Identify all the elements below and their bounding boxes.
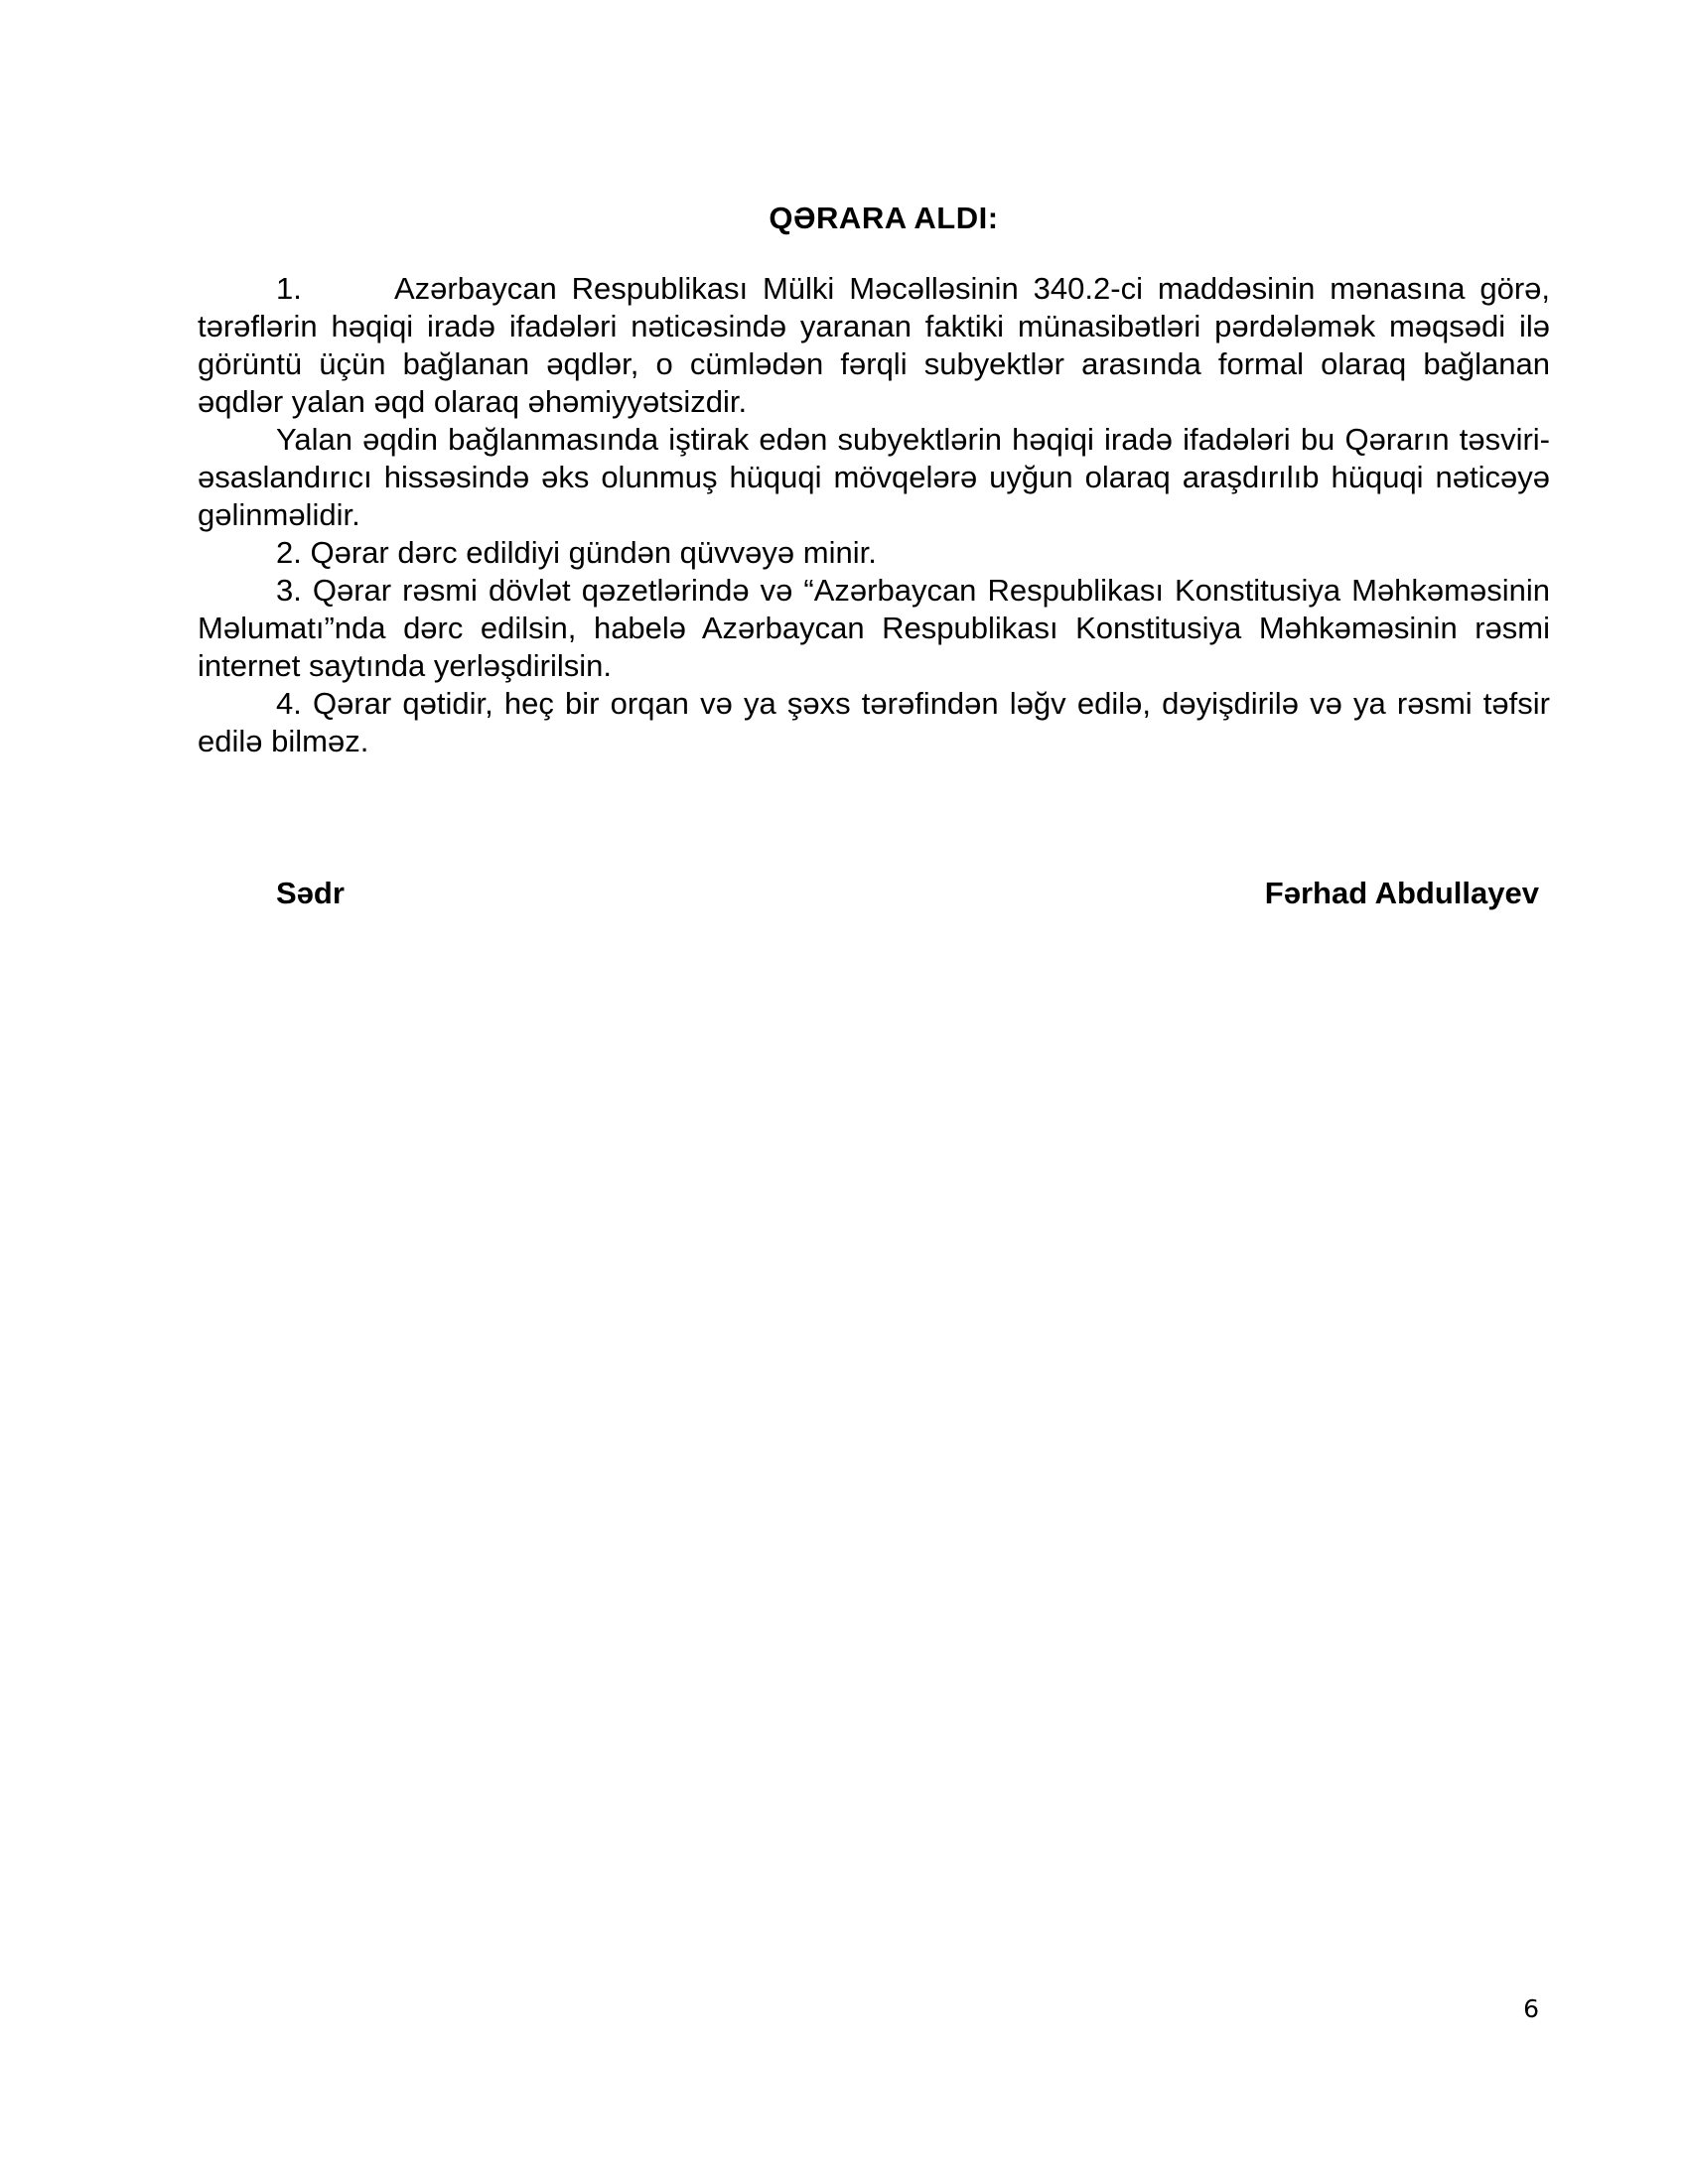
- paragraph-1-number: 1.: [276, 271, 302, 306]
- signature-name: Fərhad Abdullayev: [1264, 876, 1539, 910]
- decision-heading: QƏRARA ALDI:: [769, 201, 999, 235]
- paragraph-1-continuation: Yalan əqdin bağlanmasında iştirak edən subyektlərin həqiqi iradə ifadələri bu Qərarın təsviri-əsaslandırıcı hissəsində əks olunmuş hüquqi mövqelərə uyğun olaraq araşdırılıb hüquqi nəticəyə gəlinməlidir.: [198, 422, 1550, 532]
- paragraph-3: 3. Qərar rəsmi dövlət qəzetlərində və “Azərbaycan Respublikası Konstitusiya Məhkəməsinin Məlumatı”nda dərc edilsin, habelə Azərbaycan Respublikası Konstitusiya Məhkəməsinin rəsmi internet saytında yerləşdirilsin.: [198, 573, 1550, 683]
- signature-title: Sədr: [276, 876, 345, 910]
- paragraph-1-text: Azərbaycan Respublikası Mülki Məcəlləsinin 340.2-ci maddəsinin mənasına görə, tərəflərin həqiqi iradə ifadələri nəticəsində yaranan faktiki münasibətləri pərdələmək məqsədi ilə görüntü üçün bağlanan əqdlər, o cümlədən fərqli subyektlər arasında formal olaraq bağlanan əqdlər yalan əqd olaraq əhəmiyyətsizdir.: [198, 271, 1550, 419]
- paragraph-4: 4. Qərar qətidir, heç bir orqan və ya şəxs tərəfindən ləğv edilə, dəyişdirilə və ya rəsmi təfsir edilə bilməz.: [198, 686, 1550, 758]
- paragraph-2: 2. Qərar dərc edildiyi gündən qüvvəyə minir.: [276, 535, 877, 570]
- decision-body: [198, 270, 1550, 760]
- paragraph-1: [198, 270, 1550, 421]
- page-number: 6: [1523, 1994, 1539, 2023]
